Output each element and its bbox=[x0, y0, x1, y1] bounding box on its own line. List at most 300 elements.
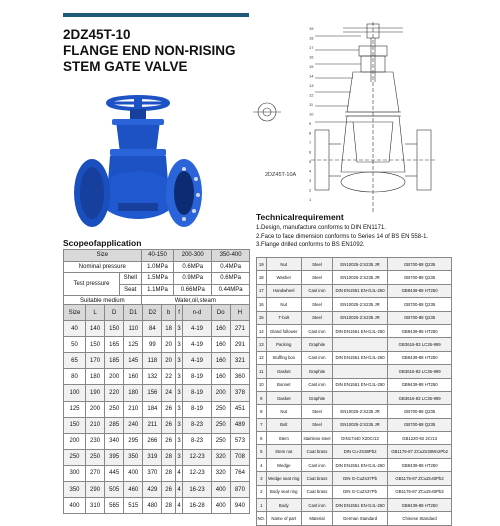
part-cell: Graphite bbox=[302, 365, 333, 378]
dimension-cell: L bbox=[85, 305, 104, 321]
part-cell: Cast iron bbox=[302, 324, 333, 337]
scope-cell: 1.0MPa bbox=[141, 261, 174, 273]
part-cell: GB9439-88 HT250 bbox=[388, 378, 452, 391]
dimension-cell: D1 bbox=[124, 305, 143, 321]
part-cell: DIN G-CuZn37Pb bbox=[332, 472, 387, 485]
dimension-cell: 3 bbox=[175, 417, 183, 433]
part-cell: 6 bbox=[257, 432, 267, 445]
page-title bbox=[63, 27, 263, 75]
dimension-cell: 250 bbox=[105, 401, 124, 417]
part-cell: EN10025-2:S235 JR bbox=[332, 405, 387, 418]
part-cell: Stem bbox=[266, 432, 302, 445]
dimension-cell: 295 bbox=[124, 433, 143, 449]
part-cell: EN10025-2:S235 JR bbox=[332, 298, 387, 311]
technical-requirement-heading: Technicalrequirement bbox=[256, 212, 344, 222]
dimension-cell: 26 bbox=[162, 433, 175, 449]
callout-number: 15 bbox=[309, 64, 314, 69]
dimension-cell: 26 bbox=[162, 417, 175, 433]
table-row bbox=[257, 271, 452, 284]
part-cell: Bolt bbox=[266, 418, 302, 431]
dimension-cell: 870 bbox=[230, 482, 249, 498]
dimension-cell: 300 bbox=[64, 465, 86, 481]
part-cell: 18 bbox=[257, 271, 267, 284]
dimension-cell: 8-19 bbox=[183, 401, 211, 417]
dimension-cell: 400 bbox=[211, 498, 230, 514]
part-cell: DIN EN1561 EN-GJL-250 bbox=[332, 324, 387, 337]
part-cell: DIN Cu-Zn38Pb2 bbox=[332, 445, 387, 458]
dimension-cell: 180 bbox=[124, 385, 143, 401]
dimension-cell: 125 bbox=[124, 337, 143, 353]
dimension-cell: 320 bbox=[211, 465, 230, 481]
dimension-cell: 20 bbox=[162, 337, 175, 353]
dimension-cell: f bbox=[175, 305, 183, 321]
dimension-cell: 40 bbox=[64, 321, 86, 337]
dimension-cell: 4 bbox=[175, 498, 183, 514]
part-cell bbox=[332, 391, 387, 404]
callout-number: 5 bbox=[309, 159, 312, 164]
table-row bbox=[64, 449, 250, 465]
dimension-cell: 250 bbox=[85, 449, 104, 465]
dimension-cell: 156 bbox=[143, 385, 162, 401]
dimension-cell: 319 bbox=[143, 449, 162, 465]
dimension-cell: 12-23 bbox=[183, 465, 211, 481]
part-cell: Coat brass bbox=[302, 472, 333, 485]
part-cell: DIN EN1561 EN-GJL-250 bbox=[332, 458, 387, 471]
part-cell: Cast iron bbox=[302, 378, 333, 391]
table-row bbox=[257, 338, 452, 351]
part-cell: Graphite bbox=[302, 338, 333, 351]
dimension-cell: 4-19 bbox=[183, 321, 211, 337]
dimension-cell: 378 bbox=[230, 385, 249, 401]
part-cell: 9 bbox=[257, 391, 267, 404]
dimension-cell: 200 bbox=[64, 433, 86, 449]
dimension-cell: 12-23 bbox=[183, 449, 211, 465]
table-row bbox=[257, 391, 452, 404]
part-cell: Stem nut bbox=[266, 445, 302, 458]
dimension-cell: 211 bbox=[143, 417, 162, 433]
part-cell: 17 bbox=[257, 284, 267, 297]
part-cell: DIN EN1561 EN-GJL-250 bbox=[332, 351, 387, 364]
dimension-cell: 118 bbox=[143, 353, 162, 369]
dimension-cell: 20 bbox=[162, 353, 175, 369]
dimension-cell: 210 bbox=[85, 417, 104, 433]
dimension-cell: 4 bbox=[175, 482, 183, 498]
dimension-cell: 150 bbox=[85, 337, 104, 353]
dimension-cell: 84 bbox=[143, 321, 162, 337]
table-row bbox=[257, 445, 452, 458]
part-cell: Coat brass bbox=[302, 445, 333, 458]
dimension-cell: 28 bbox=[162, 498, 175, 514]
part-cell: Cast iron bbox=[302, 458, 333, 471]
part-cell: Wedge bbox=[266, 458, 302, 471]
dimension-cell: 3 bbox=[175, 433, 183, 449]
part-cell: Gasket bbox=[266, 365, 302, 378]
dimension-cell: 240 bbox=[124, 417, 143, 433]
part-cell: Graphite bbox=[302, 391, 333, 404]
callout-number: 17 bbox=[309, 45, 314, 50]
part-cell: 13 bbox=[257, 338, 267, 351]
part-cell: GB700-88 Q235 bbox=[388, 298, 452, 311]
part-cell: 1 bbox=[257, 499, 267, 512]
dimension-cell: 3 bbox=[175, 353, 183, 369]
dimension-cell: 3 bbox=[175, 369, 183, 385]
callout-number: 11 bbox=[309, 102, 314, 107]
scope-cell: Water,oil,steam bbox=[141, 296, 249, 308]
table-row bbox=[257, 378, 452, 391]
scope-cell: 0.6MPa bbox=[212, 273, 250, 285]
dimension-cell: 565 bbox=[105, 498, 124, 514]
part-cell: GB3616-83 LC35-999 bbox=[388, 391, 452, 404]
callout-number: 3 bbox=[309, 178, 312, 183]
table-row bbox=[64, 465, 250, 481]
dimension-cell: 220 bbox=[105, 385, 124, 401]
part-cell: 14 bbox=[257, 324, 267, 337]
dimension-cell: 26 bbox=[162, 401, 175, 417]
part-cell: 2 bbox=[257, 485, 267, 498]
dimension-cell: 250 bbox=[211, 433, 230, 449]
table-row bbox=[64, 401, 250, 417]
part-cell: Cast iron bbox=[302, 351, 333, 364]
part-cell: EN10025-2:S235 JR bbox=[332, 418, 387, 431]
dimension-cell: 100 bbox=[64, 385, 86, 401]
callout-number: 16 bbox=[309, 54, 314, 60]
dimension-cell: 360 bbox=[230, 369, 249, 385]
dimension-cell: 200 bbox=[211, 385, 230, 401]
dimension-cell: 160 bbox=[211, 369, 230, 385]
part-cell: Cast iron bbox=[302, 284, 333, 297]
dimension-cell: 266 bbox=[143, 433, 162, 449]
dimension-cell: 489 bbox=[230, 417, 249, 433]
callout-number: 19 bbox=[309, 26, 314, 31]
part-cell: GB700-88 Q235 bbox=[388, 405, 452, 418]
dimensions-table bbox=[63, 304, 250, 514]
callout-number: 10 bbox=[309, 111, 314, 117]
table-row bbox=[64, 369, 250, 385]
dimension-cell: 8-19 bbox=[183, 385, 211, 401]
part-cell: GB9439-88 HT250 bbox=[388, 499, 452, 512]
part-cell: GB9439-88 HT250 bbox=[388, 351, 452, 364]
part-cell: GB1176-87 ZCuZn38Mn2Pb2 bbox=[388, 445, 452, 458]
table-row bbox=[257, 472, 452, 485]
part-cell: Steel bbox=[302, 298, 333, 311]
dimension-cell: D2 bbox=[143, 305, 162, 321]
dimension-cell: 290 bbox=[85, 482, 104, 498]
scope-table bbox=[63, 249, 250, 308]
table-row bbox=[64, 353, 250, 369]
part-cell: Steel bbox=[302, 418, 333, 431]
table-row bbox=[257, 324, 452, 337]
scope-cell: 0.4MPa bbox=[212, 261, 250, 273]
dimension-cell: 370 bbox=[143, 465, 162, 481]
dimension-cell: 150 bbox=[105, 321, 124, 337]
part-cell: GB1176-87 ZCuZn40Pb2 bbox=[388, 472, 452, 485]
part-cell: 19 bbox=[257, 258, 267, 271]
dimension-cell: 190 bbox=[85, 385, 104, 401]
part-cell: GB3616-83 LC35-999 bbox=[388, 338, 452, 351]
callout-number: 2 bbox=[309, 187, 312, 193]
part-cell: Steel bbox=[302, 258, 333, 271]
part-cell: Gasket bbox=[266, 391, 302, 404]
part-cell: GB1220-92 2Cr13 bbox=[388, 432, 452, 445]
table-row bbox=[257, 485, 452, 498]
callout-number: 13 bbox=[309, 83, 314, 88]
part-cell: EN10025-2:S235 JR bbox=[332, 311, 387, 324]
dimension-cell: 200 bbox=[85, 401, 104, 417]
scope-cell: 40-150 bbox=[141, 250, 174, 262]
dimension-cell: 350 bbox=[124, 449, 143, 465]
part-cell: Chinese Standard bbox=[388, 512, 452, 525]
dimension-cell: 99 bbox=[143, 337, 162, 353]
dimension-cell: n-d bbox=[183, 305, 211, 321]
dimensions-header-row bbox=[64, 305, 250, 321]
dimension-cell: 8-19 bbox=[183, 369, 211, 385]
part-cell: 5 bbox=[257, 445, 267, 458]
dimension-cell: 350 bbox=[64, 482, 86, 498]
part-cell: Gland follower bbox=[266, 324, 302, 337]
part-cell: EN10025-2:S235 JR bbox=[332, 258, 387, 271]
dimension-cell: 184 bbox=[143, 401, 162, 417]
table-row bbox=[257, 298, 452, 311]
dimension-cell: 395 bbox=[105, 449, 124, 465]
dimension-cell: 3 bbox=[175, 337, 183, 353]
table-row bbox=[64, 321, 250, 337]
scope-cell: 0.6MPa bbox=[174, 261, 212, 273]
dimension-cell: 16-23 bbox=[183, 482, 211, 498]
dimension-cell: 3 bbox=[175, 321, 183, 337]
drawing-model-label: 2DZ45T-10A bbox=[265, 172, 297, 178]
part-cell: GB700-88 Q235 bbox=[388, 271, 452, 284]
dimension-cell: H bbox=[230, 305, 249, 321]
dimension-cell: 160 bbox=[211, 353, 230, 369]
dimension-cell: 165 bbox=[105, 337, 124, 353]
dimension-cell: 515 bbox=[124, 498, 143, 514]
dimension-cell: 320 bbox=[211, 449, 230, 465]
scope-cell: Shell bbox=[119, 273, 141, 285]
dimension-cell: 125 bbox=[64, 401, 86, 417]
part-cell: GB9439-88 HT250 bbox=[388, 324, 452, 337]
title-line-3: STEM GATE VALVE bbox=[63, 59, 188, 74]
dimension-cell: 505 bbox=[105, 482, 124, 498]
part-cell bbox=[332, 365, 387, 378]
dimension-cell: 708 bbox=[230, 449, 249, 465]
part-cell: GB9439-88 HT250 bbox=[388, 284, 452, 297]
dimension-cell: 170 bbox=[85, 353, 104, 369]
part-cell: DIN G-CuZn37Pb bbox=[332, 485, 387, 498]
scope-cell: Test pressure bbox=[64, 273, 120, 296]
part-cell: Nut bbox=[266, 258, 302, 271]
dimension-cell: 145 bbox=[124, 353, 143, 369]
part-cell: 3 bbox=[257, 472, 267, 485]
dimension-cell: 16-28 bbox=[183, 498, 211, 514]
technical-notes bbox=[256, 224, 428, 250]
part-cell: 10 bbox=[257, 378, 267, 391]
dimension-cell: 940 bbox=[230, 498, 249, 514]
dimension-cell: 18 bbox=[162, 321, 175, 337]
table-row bbox=[257, 351, 452, 364]
scope-cell: 0.66MPa bbox=[174, 284, 212, 296]
part-cell: Handwheel bbox=[266, 284, 302, 297]
dimension-cell: 110 bbox=[124, 321, 143, 337]
part-cell: GB9439-88 HT250 bbox=[388, 458, 452, 471]
part-cell: 4 bbox=[257, 458, 267, 471]
dimension-cell: 250 bbox=[64, 449, 86, 465]
tech-note: 1.Design, manufacture conforms to DIN EN1171. bbox=[256, 225, 386, 231]
dimension-cell: 65 bbox=[64, 353, 86, 369]
scope-cell: 0.44MPa bbox=[212, 284, 250, 296]
part-cell: Steel bbox=[302, 311, 333, 324]
part-cell: Coat brass bbox=[302, 485, 333, 498]
part-cell: DIN17440 X20Cr13 bbox=[332, 432, 387, 445]
scope-cell: 350-400 bbox=[212, 250, 250, 262]
part-cell: Steel bbox=[302, 405, 333, 418]
part-cell: Bonnet bbox=[266, 378, 302, 391]
dimension-cell: 24 bbox=[162, 385, 175, 401]
part-cell: 7 bbox=[257, 418, 267, 431]
scope-cell: 200-300 bbox=[174, 250, 212, 262]
dimension-cell: 285 bbox=[105, 417, 124, 433]
part-cell: Packing bbox=[266, 338, 302, 351]
part-cell: Wedge seat ring bbox=[266, 472, 302, 485]
part-cell: EN10025-2:S235 JR bbox=[332, 271, 387, 284]
scope-cell: Size bbox=[64, 250, 142, 262]
part-cell: DIN EN1561 EN-GJL-250 bbox=[332, 284, 387, 297]
dimension-cell: 210 bbox=[124, 401, 143, 417]
table-row bbox=[257, 284, 452, 297]
part-cell bbox=[332, 338, 387, 351]
dimension-cell: 26 bbox=[162, 482, 175, 498]
part-cell: Steel bbox=[302, 271, 333, 284]
table-row bbox=[257, 432, 452, 445]
dimension-cell: 22 bbox=[162, 369, 175, 385]
part-cell: T-bolt bbox=[266, 311, 302, 324]
dimension-cell: 28 bbox=[162, 449, 175, 465]
dimension-cell: 291 bbox=[230, 337, 249, 353]
dimension-cell: 8-23 bbox=[183, 433, 211, 449]
part-cell: 8 bbox=[257, 405, 267, 418]
part-cell: Washer bbox=[266, 271, 302, 284]
dimension-cell: 3 bbox=[175, 401, 183, 417]
drawing-callout-numbers bbox=[309, 26, 314, 202]
dimension-cell: 451 bbox=[230, 401, 249, 417]
dimension-cell: 321 bbox=[230, 353, 249, 369]
dimension-cell: 250 bbox=[211, 401, 230, 417]
tech-note: 2.Face to face dimension conforms to Series 14 of BS EN 558-1. bbox=[256, 233, 429, 240]
dimension-cell: D bbox=[105, 305, 124, 321]
callout-number: 7 bbox=[309, 140, 312, 145]
scope-cell: 1.5MPa bbox=[141, 273, 174, 285]
callout-number: 8 bbox=[309, 130, 312, 136]
part-cell: GB700-88 Q235 bbox=[388, 258, 452, 271]
dimension-cell: 3 bbox=[175, 385, 183, 401]
dimension-cell: 340 bbox=[105, 433, 124, 449]
dimension-cell: 480 bbox=[143, 498, 162, 514]
dimension-cell: 200 bbox=[105, 369, 124, 385]
dimension-cell: 80 bbox=[64, 369, 86, 385]
callout-number: 12 bbox=[309, 92, 314, 98]
part-cell: GB700-88 Q235 bbox=[388, 311, 452, 324]
dimension-cell: 400 bbox=[64, 498, 86, 514]
part-cell: Name of part bbox=[266, 512, 302, 525]
scope-cell: 1.1MPa bbox=[141, 284, 174, 296]
dimension-cell: 150 bbox=[64, 417, 86, 433]
dimension-cell: 573 bbox=[230, 433, 249, 449]
dimension-cell: 185 bbox=[105, 353, 124, 369]
dimension-cell: 50 bbox=[64, 337, 86, 353]
table-row bbox=[64, 385, 250, 401]
dimension-cell: 230 bbox=[85, 433, 104, 449]
callout-number: 18 bbox=[309, 35, 314, 41]
part-cell: GB1176-87 ZCuZn40Pb2 bbox=[388, 485, 452, 498]
part-cell: DIN EN1561 EN-GJL-250 bbox=[332, 499, 387, 512]
dimension-cell: 460 bbox=[124, 482, 143, 498]
dimension-cell: 4 bbox=[175, 465, 183, 481]
part-cell: 12 bbox=[257, 351, 267, 364]
table-row bbox=[257, 365, 452, 378]
dimension-cell: 764 bbox=[230, 465, 249, 481]
dimension-cell: 271 bbox=[230, 321, 249, 337]
table-row bbox=[257, 458, 452, 471]
scope-cell: Suitable medium bbox=[64, 296, 142, 308]
part-cell: Nut bbox=[266, 298, 302, 311]
table-row bbox=[64, 433, 250, 449]
part-cell: 16 bbox=[257, 298, 267, 311]
dimension-cell: 8-23 bbox=[183, 417, 211, 433]
dimension-cell: 4-19 bbox=[183, 353, 211, 369]
dimension-cell: 445 bbox=[105, 465, 124, 481]
part-cell: 11 bbox=[257, 365, 267, 378]
part-cell: 15 bbox=[257, 311, 267, 324]
table-row bbox=[257, 311, 452, 324]
scope-heading: Scopeofapplication bbox=[63, 238, 142, 248]
part-cell: Body bbox=[266, 499, 302, 512]
part-cell: Body seat ring bbox=[266, 485, 302, 498]
gate-valve-image bbox=[58, 83, 213, 243]
dimension-cell: 4-19 bbox=[183, 337, 211, 353]
title-line-1: 2DZ45T-10 bbox=[63, 27, 131, 42]
dimension-cell: 180 bbox=[85, 369, 104, 385]
table-row bbox=[64, 482, 250, 498]
scope-cell: Nominal pressure bbox=[64, 261, 142, 273]
part-cell: Stuffing box bbox=[266, 351, 302, 364]
table-row bbox=[257, 499, 452, 512]
callout-number: 1 bbox=[309, 197, 312, 202]
part-cell: Cast iron bbox=[302, 499, 333, 512]
table-row bbox=[257, 405, 452, 418]
table-row bbox=[257, 512, 452, 525]
table-row bbox=[64, 337, 250, 353]
part-cell: German Standard bbox=[332, 512, 387, 525]
part-cell: GB700-88 Q235 bbox=[388, 418, 452, 431]
dimension-cell: 250 bbox=[211, 417, 230, 433]
accent-bar bbox=[63, 13, 249, 17]
dimension-cell: 160 bbox=[124, 369, 143, 385]
dimension-cell: 132 bbox=[143, 369, 162, 385]
dimension-cell: b bbox=[162, 305, 175, 321]
callout-number: 9 bbox=[309, 121, 312, 126]
dimension-cell: 400 bbox=[211, 482, 230, 498]
scope-cell: Seat bbox=[119, 284, 141, 296]
table-row bbox=[64, 417, 250, 433]
part-cell: DIN EN1561 EN-GJL-250 bbox=[332, 378, 387, 391]
part-cell: Nut bbox=[266, 405, 302, 418]
dimension-cell: Size bbox=[64, 305, 86, 321]
part-cell: Material bbox=[302, 512, 333, 525]
dimension-cell: 140 bbox=[85, 321, 104, 337]
tech-note: 3.Flange drilled conforms to BS EN1092. bbox=[256, 242, 365, 249]
dimension-cell: 160 bbox=[211, 337, 230, 353]
dimension-cell: 270 bbox=[85, 465, 104, 481]
dimension-cell: Do bbox=[211, 305, 230, 321]
